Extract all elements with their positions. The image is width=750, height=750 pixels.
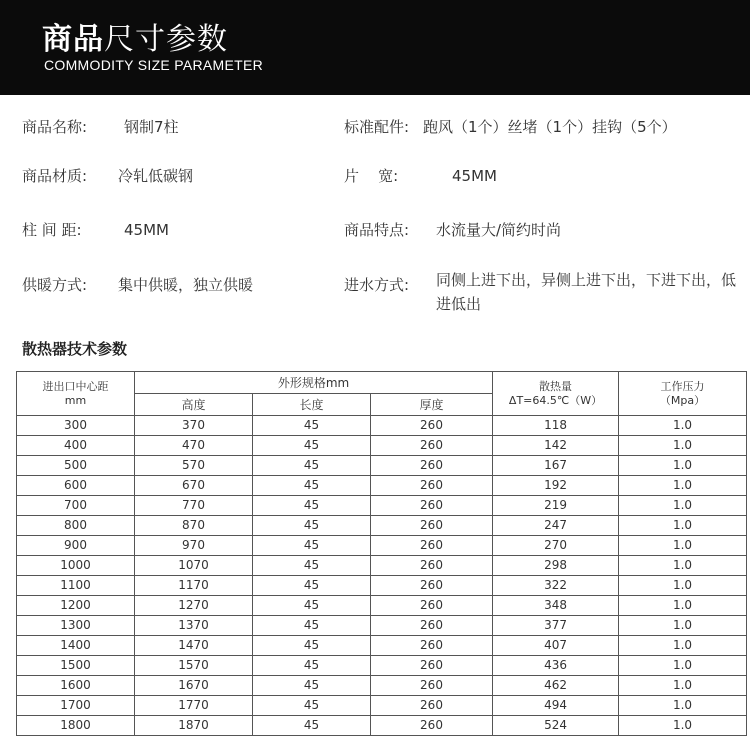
cell-thickness: 260 [371,456,493,476]
cell-center-distance: 1800 [17,716,135,736]
spec-feature-value: 水流量大/简约时尚 [436,221,562,239]
cell-length: 45 [253,616,371,636]
cell-thickness: 260 [371,436,493,456]
cell-pressure: 1.0 [619,416,747,436]
cell-thickness: 260 [371,716,493,736]
spec-name-label: 商品名称: [22,118,88,136]
table-row [17,596,747,616]
cell-pressure: 1.0 [619,696,747,716]
cell-thickness: 260 [371,596,493,616]
cell-center-distance: 800 [17,516,135,536]
header-pressure [619,372,747,416]
cell-pressure: 1.0 [619,716,747,736]
cell-thickness: 260 [371,636,493,656]
page-subtitle: COMMODITY SIZE PARAMETER [44,57,264,73]
cell-pressure: 1.0 [619,576,747,596]
cell-height: 1470 [135,636,253,656]
spec-heating-value: 集中供暖，独立供暖 [118,276,254,294]
cell-center-distance: 1500 [17,656,135,676]
cell-heat: 494 [493,696,619,716]
cell-heat: 462 [493,676,619,696]
cell-height: 1070 [135,556,253,576]
header-heat [493,372,619,416]
spec-accessories-value: 跑风（1个）丝堵（1个）挂钩（5个） [423,118,677,136]
cell-height: 1270 [135,596,253,616]
cell-length: 45 [253,596,371,616]
cell-thickness: 260 [371,556,493,576]
cell-length: 45 [253,656,371,676]
spec-accessories-label: 标准配件: [344,118,410,136]
cell-thickness: 260 [371,416,493,436]
spec-inlet-label: 进水方式: [344,276,410,294]
cell-thickness: 260 [371,656,493,676]
table-row [17,656,747,676]
cell-height: 770 [135,496,253,516]
header-center-distance-label: 进出口中心距 [42,379,109,393]
cell-pressure: 1.0 [619,656,747,676]
cell-height: 570 [135,456,253,476]
cell-height: 1170 [135,576,253,596]
header-heat-condition: ΔT=64.5℃（W） [508,393,603,407]
table-row [17,616,747,636]
header-banner [0,0,750,95]
cell-height: 1870 [135,716,253,736]
cell-thickness: 260 [371,676,493,696]
cell-length: 45 [253,556,371,576]
table-row [17,436,747,456]
header-length: 长度 [253,394,371,416]
cell-heat: 270 [493,536,619,556]
page-title [42,14,228,58]
header-center-distance-unit: mm [64,393,87,407]
cell-heat: 118 [493,416,619,436]
cell-heat: 436 [493,656,619,676]
spec-feature-label: 商品特点: [344,221,410,239]
spec-width-value: 45MM [452,167,497,185]
cell-center-distance: 1400 [17,636,135,656]
cell-length: 45 [253,516,371,536]
cell-height: 1370 [135,616,253,636]
header-thickness: 厚度 [371,394,493,416]
cell-center-distance: 1600 [17,676,135,696]
header-pressure-unit: （Mpa） [659,393,706,407]
cell-pressure: 1.0 [619,636,747,656]
cell-pressure: 1.0 [619,476,747,496]
tech-table-body [17,416,747,736]
spec-spacing-label: 柱 间 距: [22,221,82,239]
table-row [17,496,747,516]
cell-length: 45 [253,696,371,716]
cell-heat: 219 [493,496,619,516]
cell-thickness: 260 [371,476,493,496]
table-row [17,476,747,496]
cell-pressure: 1.0 [619,456,747,476]
spec-heating-label: 供暖方式: [22,276,88,294]
cell-center-distance: 500 [17,456,135,476]
cell-heat: 524 [493,716,619,736]
cell-pressure: 1.0 [619,556,747,576]
cell-heat: 377 [493,616,619,636]
header-heat-label: 散热量 [539,379,573,393]
cell-height: 970 [135,536,253,556]
spec-inlet-value: 同侧上进下出，异侧上进下出，下进下出，低进低出 [436,271,737,313]
cell-length: 45 [253,716,371,736]
spec-material-value: 冷轧低碳钢 [118,167,194,185]
spec-material-label: 商品材质: [22,167,88,185]
cell-pressure: 1.0 [619,496,747,516]
table-row [17,696,747,716]
cell-pressure: 1.0 [619,676,747,696]
cell-length: 45 [253,576,371,596]
cell-heat: 192 [493,476,619,496]
cell-height: 1770 [135,696,253,716]
table-row [17,556,747,576]
cell-thickness: 260 [371,616,493,636]
cell-length: 45 [253,636,371,656]
tech-table [16,371,747,736]
cell-pressure: 1.0 [619,436,747,456]
table-row [17,716,747,736]
table-row [17,416,747,436]
header-height: 高度 [135,394,253,416]
page-title-bold: 商品 [42,22,104,57]
page-title-light: 尺寸参数 [104,22,228,57]
cell-height: 870 [135,516,253,536]
cell-pressure: 1.0 [619,516,747,536]
tech-section-title: 散热器技术参数 [22,340,128,358]
table-row [17,636,747,656]
cell-thickness: 260 [371,576,493,596]
cell-center-distance: 600 [17,476,135,496]
spec-width-label: 片 宽: [344,167,399,185]
cell-heat: 348 [493,596,619,616]
cell-center-distance: 1300 [17,616,135,636]
cell-pressure: 1.0 [619,536,747,556]
header-outer-dims: 外形规格mm [135,372,493,394]
header-center-distance [17,372,135,416]
cell-center-distance: 1200 [17,596,135,616]
cell-length: 45 [253,676,371,696]
table-row [17,456,747,476]
cell-height: 470 [135,436,253,456]
cell-heat: 298 [493,556,619,576]
cell-center-distance: 300 [17,416,135,436]
cell-thickness: 260 [371,536,493,556]
cell-pressure: 1.0 [619,616,747,636]
cell-heat: 167 [493,456,619,476]
cell-thickness: 260 [371,696,493,716]
header-pressure-label: 工作压力 [660,379,705,393]
cell-heat: 407 [493,636,619,656]
table-row [17,516,747,536]
cell-center-distance: 400 [17,436,135,456]
cell-center-distance: 900 [17,536,135,556]
cell-center-distance: 1700 [17,696,135,716]
cell-center-distance: 700 [17,496,135,516]
cell-length: 45 [253,476,371,496]
cell-center-distance: 1100 [17,576,135,596]
cell-thickness: 260 [371,516,493,536]
table-row [17,536,747,556]
cell-length: 45 [253,456,371,476]
cell-heat: 322 [493,576,619,596]
cell-height: 370 [135,416,253,436]
cell-length: 45 [253,436,371,456]
table-row [17,676,747,696]
cell-length: 45 [253,416,371,436]
cell-length: 45 [253,536,371,556]
cell-heat: 247 [493,516,619,536]
spec-spacing-value: 45MM [124,221,169,239]
cell-height: 670 [135,476,253,496]
cell-height: 1670 [135,676,253,696]
cell-center-distance: 1000 [17,556,135,576]
cell-pressure: 1.0 [619,596,747,616]
table-row [17,576,747,596]
cell-heat: 142 [493,436,619,456]
cell-height: 1570 [135,656,253,676]
cell-length: 45 [253,496,371,516]
spec-name-value: 钢制7柱 [124,118,179,136]
cell-thickness: 260 [371,496,493,516]
